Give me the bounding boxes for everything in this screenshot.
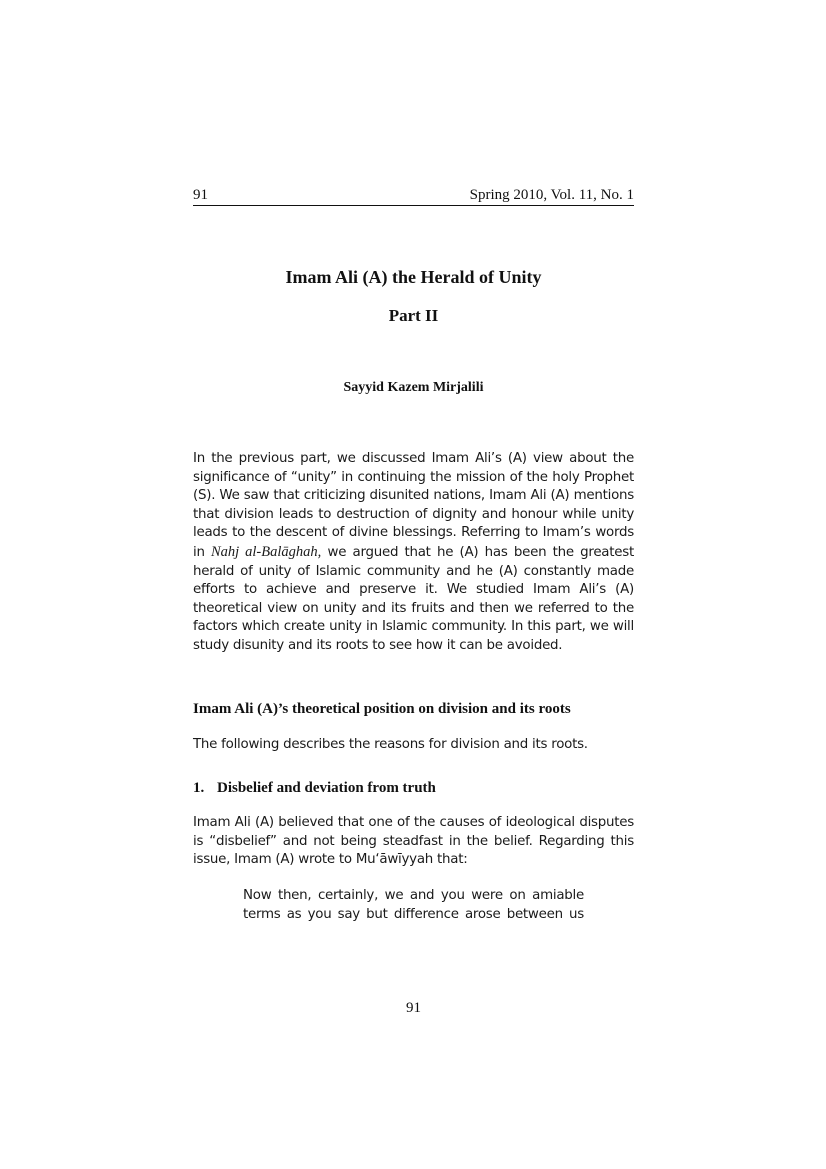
subsection-title: Disbelief and deviation from truth	[217, 780, 436, 796]
abstract-paragraph	[193, 450, 634, 656]
article-part: Part II	[388, 306, 439, 325]
header-journal-issue: Spring 2010, Vol. 11, No. 1	[469, 187, 634, 203]
article-author: Sayyid Kazem Mirjalili	[343, 380, 484, 395]
abstract-book-title: Nahj al-Balāghah,	[211, 543, 322, 560]
body-paragraph: Imam Ali (A) believed that one of the causes of ideological disputes is “disbelief” and not being steadfast in the belief. Regarding this issue, Imam (A) wrote to Mu‘āwīyyah that:	[193, 815, 634, 868]
running-header	[193, 185, 634, 206]
block-quote: Now then, certainly, we and you were on amiable terms as you say but difference arose between us	[243, 888, 584, 922]
abstract-text-start: In the previous part, we discussed Imam Ali’s (A) view about the significance of “unity” in continuing the mission of the holy Prophet (S). We saw that criticizing disunited nations, Imam Ali (A) mentions that division leads to destruction of dignity and honour while unity leads to the descent of divine blessings. Referring to Imam’s words in	[193, 451, 634, 560]
footer-page-number: 91	[406, 1000, 421, 1016]
abstract-text-end: we argued that he (A) has been the greatest herald of unity of Islamic community and he (A) constantly made efforts to achieve and preserve it. We studied Imam Ali’s (A) theoretical view on unity and its fruits and then we referred to the factors which create unity in Islamic community. In this part, we will study disunity and its roots to see how it can be avoided.	[193, 544, 634, 653]
section-intro: The following describes the reasons for division and its roots.	[193, 737, 588, 752]
subsection-heading	[193, 778, 634, 798]
header-page-number: 91	[193, 187, 208, 203]
section-heading: Imam Ali (A)’s theoretical position on division and its roots	[193, 701, 571, 717]
article-title: Imam Ali (A) the Herald of Unity	[285, 267, 542, 287]
subsection-number: 1.	[193, 780, 205, 796]
